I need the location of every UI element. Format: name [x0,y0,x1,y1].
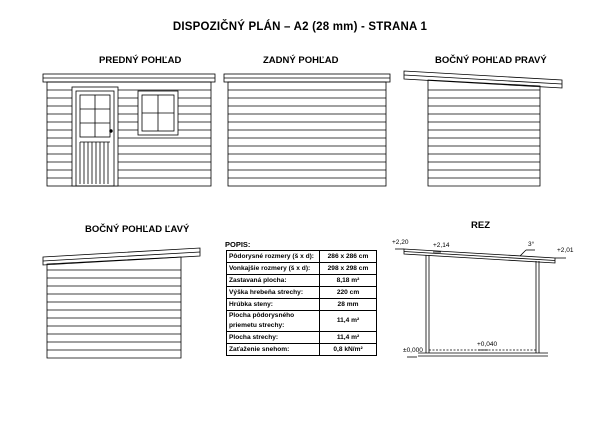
spec-label: Výška hrebeňa strechy: [227,287,320,299]
level-ground: ±0,000 [403,347,423,354]
spec-value: 11,4 m² [320,311,377,332]
spec-label: Plocha strechy: [227,332,320,344]
front-view-drawing [43,74,215,186]
spec-value: 8,18 m² [320,275,377,287]
section-view-label: REZ [471,220,490,231]
left-side-view-drawing [43,248,200,358]
spec-value: 28 mm [320,299,377,311]
level-top-mid: +2,14 [433,242,450,249]
table-row [227,344,377,356]
spec-label: Vonkajšie rozmery (š x d): [227,263,320,275]
table-row [227,275,377,287]
right-side-view-label: BOČNÝ POHĽAD PRAVÝ [435,55,547,66]
right-side-view-drawing [404,71,562,186]
level-top-right: +2,01 [557,247,574,254]
table-row [227,251,377,263]
back-view-label: ZADNÝ POHĽAD [263,55,339,66]
spec-value: 298 x 298 cm [320,263,377,275]
spec-value: 11,4 m² [320,332,377,344]
back-view-drawing [224,74,390,186]
table-row [227,287,377,299]
table-row [227,332,377,344]
table-row [227,299,377,311]
left-side-view-label: BOČNÝ POHĽAD ĽAVÝ [85,224,190,235]
table-row [227,311,377,332]
level-top-left: +2,20 [392,239,409,246]
table-row [227,263,377,275]
specs-title: POPIS: [225,240,251,249]
level-floor: +0,040 [477,341,498,348]
specs-table [226,250,377,356]
spec-label: Plocha pôdorysného priemetu strechy: [227,311,320,332]
spec-label: Zaťaženie snehom: [227,344,320,356]
page-title: DISPOZIČNÝ PLÁN – A2 (28 mm) - STRANA 1 [172,21,428,33]
roof-angle: 3° [528,241,535,248]
spec-value: 0,8 kN/m² [320,344,377,356]
spec-label: Zastavaná plocha: [227,275,320,287]
spec-value: 220 cm [320,287,377,299]
front-view-label: PREDNÝ POHĽAD [99,55,182,66]
spec-label: Pôdorysné rozmery (š x d): [227,251,320,263]
spec-value: 286 x 286 cm [320,251,377,263]
spec-label: Hrúbka steny: [227,299,320,311]
